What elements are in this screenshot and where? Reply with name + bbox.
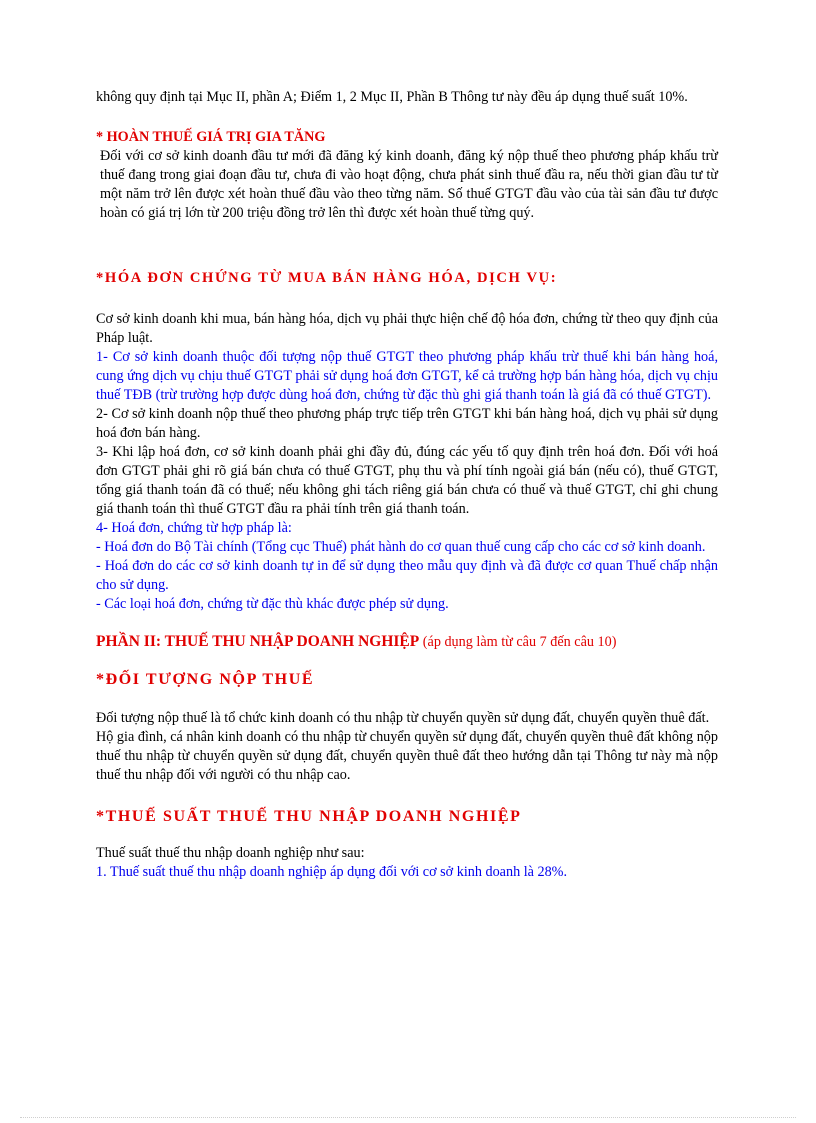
hoa-don-item-4b: - Hoá đơn do các cơ sở kinh doanh tự in để sử dụng theo mẫu quy định và đã được cơ quan Thuế chấp nhận cho sử dụng.: [96, 558, 718, 593]
doi-tuong-paragraph-1: Đối tượng nộp thuế là tổ chức kinh doanh có thu nhập từ chuyển quyền sử dụng đất, chuyển quyền thuê đất.: [96, 710, 710, 726]
doi-tuong-paragraph-2: Hộ gia đình, cá nhân kinh doanh có thu nhập từ chuyển quyền sử dụng đất, chuyển quyền thuê đất không nộp thuế thu nhập từ chuyển quyền sử dụng đất, chuyển quyền thuê đất theo hướng dẫn tại Thông tư này mà nộp thuế thu nhập đối với người có thu nhập cao.: [96, 729, 718, 783]
page-bottom-border: [20, 1117, 796, 1118]
section-heading-hoa-don: *HÓA ĐƠN CHỨNG TỪ MUA BÁN HÀNG HÓA, DỊCH VỤ:: [96, 270, 558, 286]
part-ii-note: (áp dụng làm từ câu 7 đến câu 10): [422, 634, 617, 650]
section-heading-hoan-thue: * HOÀN THUẾ GIÁ TRỊ GIA TĂNG: [96, 129, 326, 145]
hoa-don-item-1: 1- Cơ sở kinh doanh thuộc đối tượng nộp thuế GTGT theo phương pháp khấu trừ thuế khi bán hàng hoá, cung ứng dịch vụ chịu thuế GTGT phải sử dụng hoá đơn GTGT, kể cả trường hợp bán hàng hóa, dịch vụ chịu thuế TĐB (trừ trường hợp được dùng hoá đơn, chứng từ đặc thù ghi giá thanh toán là giá đã có thuế GTGT).: [96, 349, 718, 403]
thue-suat-item-1: 1. Thuế suất thuế thu nhập doanh nghiệp áp dụng đối với cơ sở kinh doanh là 28%.: [96, 864, 568, 880]
hoa-don-item-4: 4- Hoá đơn, chứng từ hợp pháp là:: [96, 520, 292, 536]
hoa-don-intro: Cơ sở kinh doanh khi mua, bán hàng hóa, dịch vụ phải thực hiện chế độ hóa đơn, chứng từ theo quy định của Pháp luật.: [96, 311, 718, 346]
hoan-thue-paragraph: Đối với cơ sở kinh doanh đầu tư mới đã đăng ký kinh doanh, đăng ký nộp thuế theo phương pháp khấu trừ thuế đang trong giai đoạn đầu tư, chưa đi vào hoạt động, chưa phát sinh thuế đầu ra, nếu thời gian đầu tư từ một năm trở lên được xét hoàn thuế đầu vào theo từng năm. Số thuế GTGT đầu vào của tài sản đầu tư được hoàn có giá trị lớn từ 200 triệu đồng trở lên thì được xét hoàn thuế từng quý.: [100, 148, 718, 221]
hoa-don-item-4c: - Các loại hoá đơn, chứng từ đặc thù khác được phép sử dụng.: [96, 596, 449, 612]
hoa-don-item-2: 2- Cơ sở kinh doanh nộp thuế theo phương pháp trực tiếp trên GTGT khi bán hàng hoá, dịch vụ phải sử dụng hoá đơn bán hàng.: [96, 406, 718, 441]
part-ii-title: PHẦN II: THUẾ THU NHẬP DOANH NGHIỆP: [96, 633, 420, 650]
part-ii-heading: [96, 632, 718, 652]
hoa-don-item-3: 3- Khi lập hoá đơn, cơ sở kinh doanh phải ghi đầy đủ, đúng các yếu tố quy định trên hoá đơn. Đối với hoá đơn GTGT phải ghi rõ giá bán chưa có thuế GTGT, phụ thu và phí tính ngoài giá bán (nếu có), thuế GTGT, tổng giá thanh toán đã có thuế; nếu không ghi tách riêng giá bán chưa có thuế và thuế GTGT, chỉ ghi chung giá thanh toán thì thuế GTGT đầu ra phải tính trên giá thanh toán.: [96, 444, 718, 517]
document-page: [96, 88, 718, 882]
section-heading-thue-suat: *THUẾ SUẤT THUẾ THU NHẬP DOANH NGHIỆP: [96, 808, 522, 825]
intro-paragraph: không quy định tại Mục II, phần A; Điểm 1, 2 Mục II, Phần B Thông tư này đều áp dụng thuế suất 10%.: [96, 89, 688, 105]
hoa-don-item-4a: - Hoá đơn do Bộ Tài chính (Tổng cục Thuế) phát hành do cơ quan thuế cung cấp cho các cơ sở kinh doanh.: [96, 539, 706, 555]
thue-suat-intro: Thuế suất thuế thu nhập doanh nghiệp như sau:: [96, 845, 365, 861]
section-heading-doi-tuong: *ĐỐI TƯỢNG NỘP THUẾ: [96, 671, 315, 688]
